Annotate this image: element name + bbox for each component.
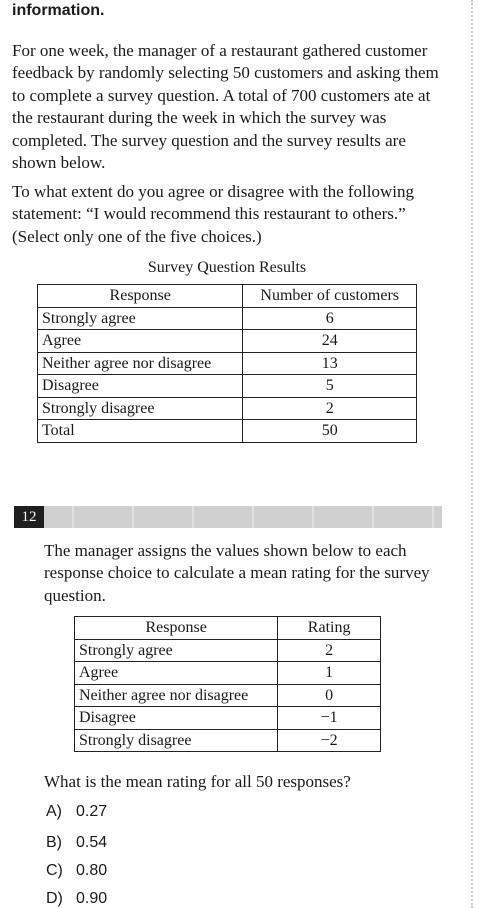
choice-label: B) (46, 834, 62, 851)
count-cell: 50 (243, 420, 417, 443)
response-cell: Agree (75, 662, 278, 685)
table-row (38, 375, 417, 398)
survey-results-table (37, 284, 417, 443)
response-cell: Strongly disagree (38, 397, 243, 420)
count-cell: 2 (243, 397, 417, 420)
count-cell: 13 (243, 352, 417, 375)
intro-paragraph: For one week, the manager of a restaurant gathered customer feedback by randomly selecting 50 customers and asking them to complete a survey question. A total of 700 customers ate at the restaurant during the week in which the survey was completed. The survey question and the survey results are shown below. (12, 41, 439, 173)
response-cell: Neither agree nor disagree (38, 352, 243, 375)
choice-text: 0.27 (76, 803, 108, 820)
results-table-caption: Survey Question Results (147, 259, 307, 276)
answer-choice-c[interactable] (46, 862, 107, 880)
rating-cell: 0 (278, 684, 381, 707)
choice-label: C) (46, 862, 63, 879)
table-row (75, 707, 381, 730)
table-header-row (38, 285, 417, 308)
column-header-response: Response (38, 285, 243, 308)
response-cell: Neither agree nor disagree (75, 684, 278, 707)
dotted-margin-rule (471, 0, 473, 908)
column-header-response: Response (75, 617, 278, 640)
rating-cell: 1 (278, 662, 381, 685)
answer-choice-a[interactable] (46, 803, 107, 821)
table-row (38, 352, 417, 375)
response-cell: Total (38, 420, 243, 443)
rating-cell: 2 (278, 639, 381, 662)
choice-label: D) (46, 890, 63, 907)
table-row (38, 397, 417, 420)
choice-label: A) (46, 803, 62, 820)
question-ask: What is the mean rating for all 50 responses? (44, 772, 351, 791)
table-total-row (38, 420, 417, 443)
response-cell: Disagree (38, 375, 243, 398)
table-row (75, 662, 381, 685)
choice-text: 0.54 (76, 834, 108, 851)
response-cell: Strongly agree (75, 639, 278, 662)
table-row (38, 330, 417, 353)
response-cell: Strongly agree (38, 307, 243, 330)
table-row (75, 639, 381, 662)
question-number-bar (14, 506, 442, 528)
response-cell: Strongly disagree (75, 729, 278, 752)
table-header-row (75, 617, 381, 640)
choice-text: 0.90 (76, 890, 108, 907)
table-row (75, 729, 381, 752)
count-cell: 6 (243, 307, 417, 330)
answer-choice-d[interactable] (46, 890, 107, 908)
rating-table (74, 616, 381, 752)
question-prompt: The manager assigns the values shown below to each response choice to calculate a mean rating for the survey question. (44, 541, 430, 605)
rating-cell: −2 (278, 729, 381, 752)
column-header-count: Number of customers (243, 285, 417, 308)
response-cell: Disagree (75, 707, 278, 730)
count-cell: 5 (243, 375, 417, 398)
question-number: 12 (14, 506, 44, 528)
section-heading: information. (12, 2, 105, 19)
count-cell: 24 (243, 330, 417, 353)
table-row (75, 684, 381, 707)
response-cell: Agree (38, 330, 243, 353)
choice-text: 0.80 (76, 862, 108, 879)
table-row (38, 307, 417, 330)
rating-cell: −1 (278, 707, 381, 730)
survey-statement: To what extent do you agree or disagree with the following statement: “I would recommend this restaurant to others.” (Select only one of the five choices.) (12, 182, 414, 246)
answer-choice-b[interactable] (46, 834, 107, 852)
column-header-rating: Rating (278, 617, 381, 640)
